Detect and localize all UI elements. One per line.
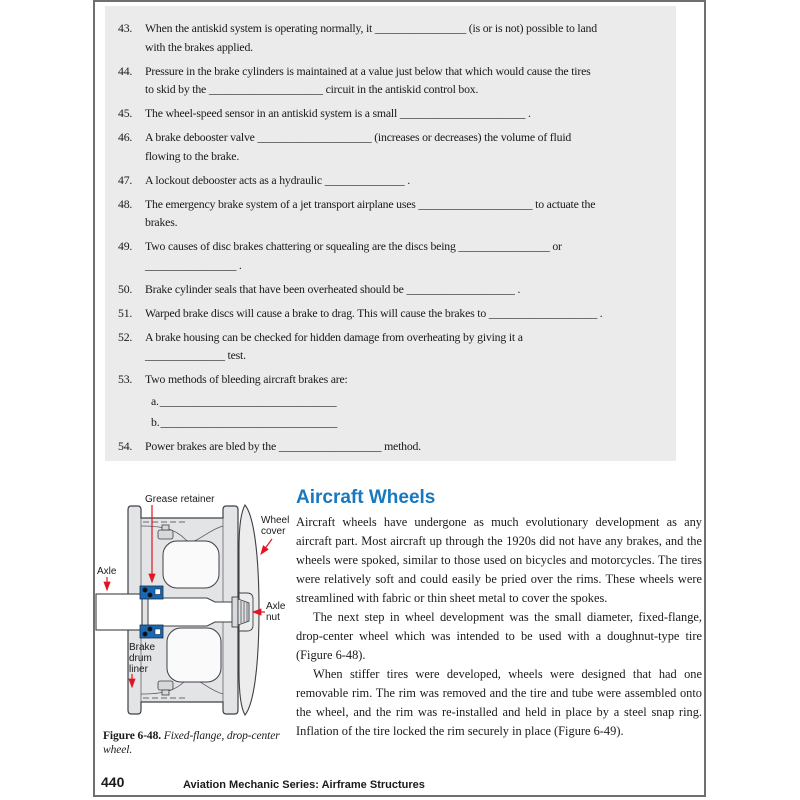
question-number: 52. [118,329,133,344]
question-number: 44. [118,63,133,78]
question-number: 50. [118,281,133,296]
question-item [118,304,664,323]
question-text: A brake housing can be checked for hidden damage from overheating by giving it a ______________ test. [145,329,523,362]
question-text: Warped brake discs will cause a brake to drag. This will cause the brakes to ___________________ . [145,305,603,320]
subitem-blank: _______________________________ [160,415,338,429]
label-wheel-cover: Wheel [261,515,290,526]
question-text: A lockout debooster acts as a hydraulic ______________ . [145,172,410,187]
lightening-hole [163,541,219,588]
question-number: 43. [118,21,133,35]
subitem-label: a. [151,393,159,408]
question-number: 49. [118,239,133,253]
label-axle-nut: nut [266,612,280,623]
question-subitem [151,392,664,411]
question-item [118,370,664,432]
body-paragraph: Aircraft wheels have undergone as much evolutionary development as any aircraft part. Most aircraft up through the 1920s did not have any brakes, and the wheels were spoked, similar to those used on bicycles and motorcycles. The tires were relatively soft and could easily be pried over the rims. These wheels were streamlined with fabric or thin sheet metal to cover the spokes. [296,515,702,605]
question-subitem [151,413,664,432]
question-number: 48. [118,196,133,211]
question-item [118,237,664,274]
question-text: Two methods of bleeding aircraft brakes are: [145,372,348,386]
text-column [296,487,702,741]
body-paragraph: The next step in wheel development was the small diameter, fixed-flange, drop-center wheel which was intended to be used with a doughnut-type tire (Figure 6-48). [296,610,702,662]
question-number: 45. [118,106,133,120]
question-item [118,437,664,456]
series-title: Aviation Mechanic Series: Airframe Structures [183,779,425,791]
figure-caption [103,729,281,757]
label-wheel-cover: cover [261,526,286,537]
figure-caption-text: Fixed-flange, drop-center wheel. [103,730,280,756]
body-paragraph: When stiffer tires were developed, wheels were designed that had one removable rim. The rim was removed and the tire and tube were assembled onto the wheel, and the rim was re-installed and held in place by a steel snap ring. Inflation of the tire locked the rim securely in place (Figure 6-49). [296,667,702,738]
question-text: Brake cylinder seals that have been overheated should be ___________________ . [145,281,521,296]
question-text: Power brakes are bled by the __________________ method. [145,439,422,453]
page-number: 440 [101,774,125,790]
question-number: 46. [118,130,133,144]
label-brake-drum-liner: Brake [129,642,156,653]
question-text: The wheel-speed sensor in an antiskid system is a small ______________________ . [145,106,531,120]
label-axle: Axle [97,566,117,577]
question-number: 51. [118,305,133,320]
question-item [118,104,664,123]
question-box [105,6,676,461]
label-brake-drum-liner: liner [129,664,148,675]
question-item [118,19,664,56]
label-brake-drum-liner: drum [129,653,152,664]
question-item [118,128,664,165]
question-number: 47. [118,172,133,187]
question-number: 54. [118,439,133,453]
lightening-hole [167,628,221,682]
axle-shape [96,594,142,630]
question-item [118,328,664,365]
question-item [118,62,664,99]
wheel-cross-section-diagram [95,485,295,735]
question-item [118,280,664,299]
figure-caption-label: Figure 6-48. [103,730,161,742]
axle-inner-shape [148,598,232,626]
question-number: 53. [118,372,133,386]
question-text: Two causes of disc brakes chattering or squealing are the discs being ________________ or ________________ . [145,239,562,272]
label-grease-retainer: Grease retainer [145,494,215,505]
question-item [118,195,664,232]
question-text: Pressure in the brake cylinders is maintained at a value just below that which would cause the tires to skid by the ____________________ circuit in the antiskid control box. [145,63,591,96]
subitem-blank: _______________________________ [159,393,337,408]
subitem-label: b. [151,415,160,429]
question-item [118,171,664,190]
label-axle-nut: Axle [266,601,286,612]
question-text: When the antiskid system is operating normally, it ________________ (is or is not) possible to land with the brakes applied. [145,21,597,54]
question-text: A brake debooster valve ____________________ (increases or decreases) the volume of fluid flowing to the brake. [145,130,572,163]
section-heading: Aircraft Wheels [296,487,436,508]
question-text: The emergency brake system of a jet transport airplane uses ____________________ to actuate the brakes. [145,196,596,229]
figure-6-48 [95,485,310,757]
book-page [93,0,706,797]
